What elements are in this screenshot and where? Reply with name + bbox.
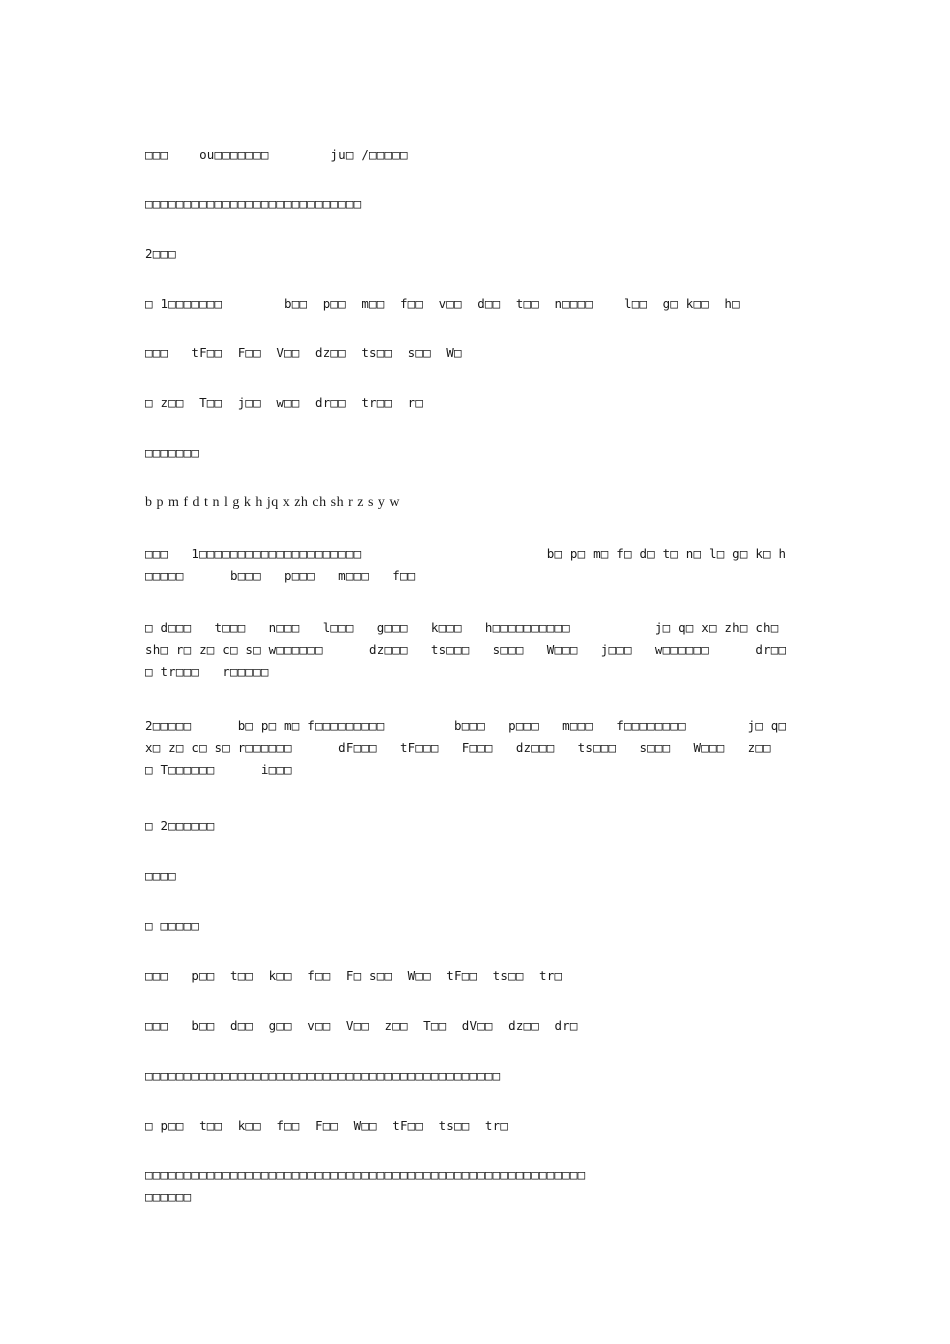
- pinyin-initials-line: b p m f d t n l g k h jq x zh ch sh r z s y w: [145, 495, 401, 510]
- text-line-3: □ 1□□□□□□□ b□□ p□□ m□□ f□□ v□□ d□□ t□□ n□□□□ l□□ g□ k□□ h□: [145, 296, 740, 311]
- text-line-1: □□□ ou□□□□□□□ ju□ /□□□□□: [145, 147, 408, 162]
- text-line-7: □ 2□□□□□□: [145, 818, 215, 833]
- text-line-9: □ □□□□□: [145, 918, 200, 933]
- text-line-5: □ z□□ T□□ j□□ w□□ dr□□ tr□□ r□: [145, 395, 424, 410]
- text-line-13: □ p□□ t□□ k□□ f□□ F□□ W□□ tF□□ ts□□ tr□: [145, 1118, 509, 1133]
- text-line-8: □□□□: [145, 868, 176, 883]
- text-line-10: □□□ p□□ t□□ k□□ f□□ F□ s□□ W□□ tF□□ ts□□ tr□: [145, 968, 563, 983]
- text-line-12: □□□□□□□□□□□□□□□□□□□□□□□□□□□□□□□□□□□□□□□□□□□□□□: [145, 1068, 501, 1083]
- text-line-6: □□□□□□□: [145, 445, 200, 460]
- paragraph-1: □□□ 1□□□□□□□□□□□□□□□□□□□□□ b□ p□ m□ f□ d□ t□ n□ l□ g□ k□ h □□□□□ b□□□ p□□□ m□□□ f□□: [145, 546, 787, 583]
- paragraph-4: □□□□□□□□□□□□□□□□□□□□□□□□□□□□□□□□□□□□□□□□□□□□□□□□□□□□□□□□□ □□□□□□: [145, 1167, 586, 1204]
- text-line-2: □□□□□□□□□□□□□□□□□□□□□□□□□□□□: [145, 196, 362, 211]
- paragraph-3: 2□□□□□ b□ p□ m□ f□□□□□□□□□ b□□□ p□□□ m□□□ f□□□□□□□□ j□ q□ x□ z□ c□ s□ r□□□□□□ dF□□□ tF□□□ F□□□ dz□□□ ts□□□ s□□□ W□□□ z□□ □ T□□□□□□ i□□□: [145, 718, 787, 777]
- text-line-11: □□□ b□□ d□□ g□□ v□□ V□□ z□□ T□□ dV□□ dz□□ dr□: [145, 1018, 578, 1033]
- section-heading-2: 2□□□: [145, 246, 176, 261]
- text-line-4: □□□ tF□□ F□□ V□□ dz□□ ts□□ s□□ W□: [145, 345, 462, 360]
- paragraph-2: □ d□□□ t□□□ n□□□ l□□□ g□□□ k□□□ h□□□□□□□□□□ j□ q□ x□ zh□ ch□ sh□ r□ z□ c□ s□ w□□□□□□ dz□□□ ts□□□ s□□□ W□□□ j□□□ w□□□□□□ dr□□ □ tr□□□ r□□□□□: [145, 620, 787, 679]
